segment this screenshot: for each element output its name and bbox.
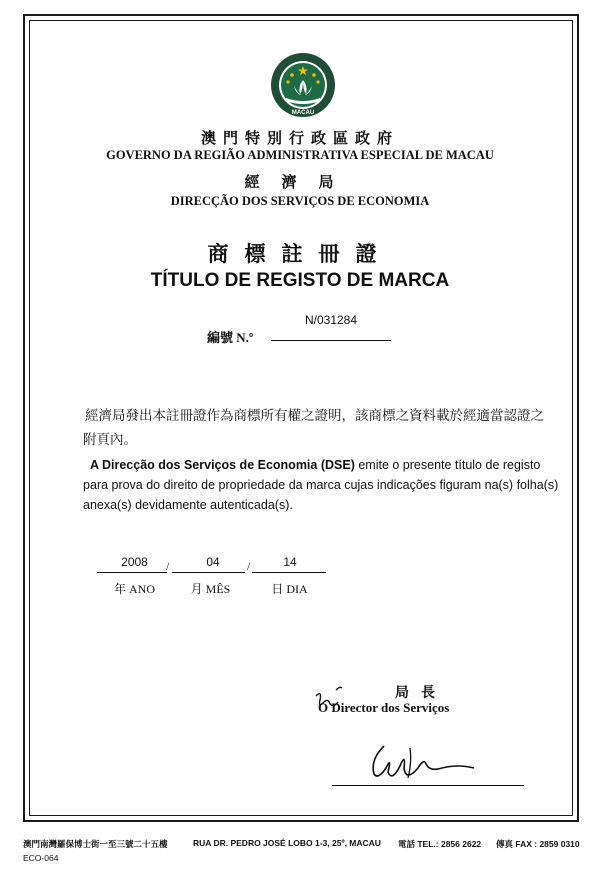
emblem-text: MACAU bbox=[291, 110, 315, 116]
registration-number-label: 編號 N.º bbox=[207, 330, 254, 345]
government-name-zh: 澳門特別行政區政府 bbox=[200, 129, 399, 147]
registration-number-underline bbox=[271, 340, 391, 341]
director-signature bbox=[366, 738, 478, 790]
statement-paragraph-pt bbox=[83, 455, 563, 515]
footer-tel: 電話 TEL.: 2856 2622 bbox=[398, 839, 482, 849]
footer-address-pt: RUA DR. PEDRO JOSÉ LOBO 1-3, 25º, MACAU bbox=[193, 838, 381, 848]
department-name-zh: 經濟局 bbox=[244, 173, 356, 191]
footer-fax: 傳真 FAX : 2859 0310 bbox=[496, 839, 580, 849]
date-year-label: 年 ANO bbox=[114, 582, 155, 596]
registration-number-value: N/031284 bbox=[304, 313, 358, 327]
date-day-value: 14 bbox=[283, 555, 297, 569]
date-month-line bbox=[172, 572, 245, 573]
date-month-label: 月 MÊS bbox=[190, 582, 231, 596]
date-year-line bbox=[97, 572, 167, 573]
statement-paragraph-zh: 經濟局發出本註冊證作為商標所有權之證明，該商標之資料載於經適當認證之附頁內。 bbox=[83, 408, 544, 448]
director-title-pt: O Director dos Serviços bbox=[318, 700, 450, 715]
footer-address-zh: 澳門南灣羅保博士街一至三號二十五樓 bbox=[23, 839, 168, 849]
statement-body-pt: emite o presente título de registo para prova do direito de propriedade da marca cujas indicações figuram na(s) folha(s) anexa(s) devidamente autenticada(s). bbox=[83, 458, 559, 512]
certificate-title-zh: 商標註冊證 bbox=[207, 242, 393, 266]
signature-line bbox=[332, 785, 524, 786]
date-day-label: 日 DIA bbox=[271, 582, 308, 596]
statement-lead-pt: A Direcção dos Serviços de Economia (DSE) bbox=[89, 458, 355, 472]
date-day-line bbox=[252, 572, 326, 573]
form-code: ECO-064 bbox=[23, 853, 59, 863]
department-name-pt: DIRECÇÃO DOS SERVIÇOS DE ECONOMIA bbox=[170, 194, 430, 208]
date-separator: / bbox=[247, 559, 251, 573]
director-title-zh: 局長 bbox=[395, 685, 447, 701]
date-month-value: 04 bbox=[206, 555, 220, 569]
certificate-title-pt: TÍTULO DE REGISTO DE MARCA bbox=[150, 270, 450, 291]
date-separator: / bbox=[166, 559, 170, 573]
government-name-pt: GOVERNO DA REGIÃO ADMINISTRATIVA ESPECIAL DE MACAU bbox=[106, 148, 494, 162]
date-year-value: 2008 bbox=[121, 555, 148, 569]
macau-emblem-icon bbox=[270, 52, 336, 118]
